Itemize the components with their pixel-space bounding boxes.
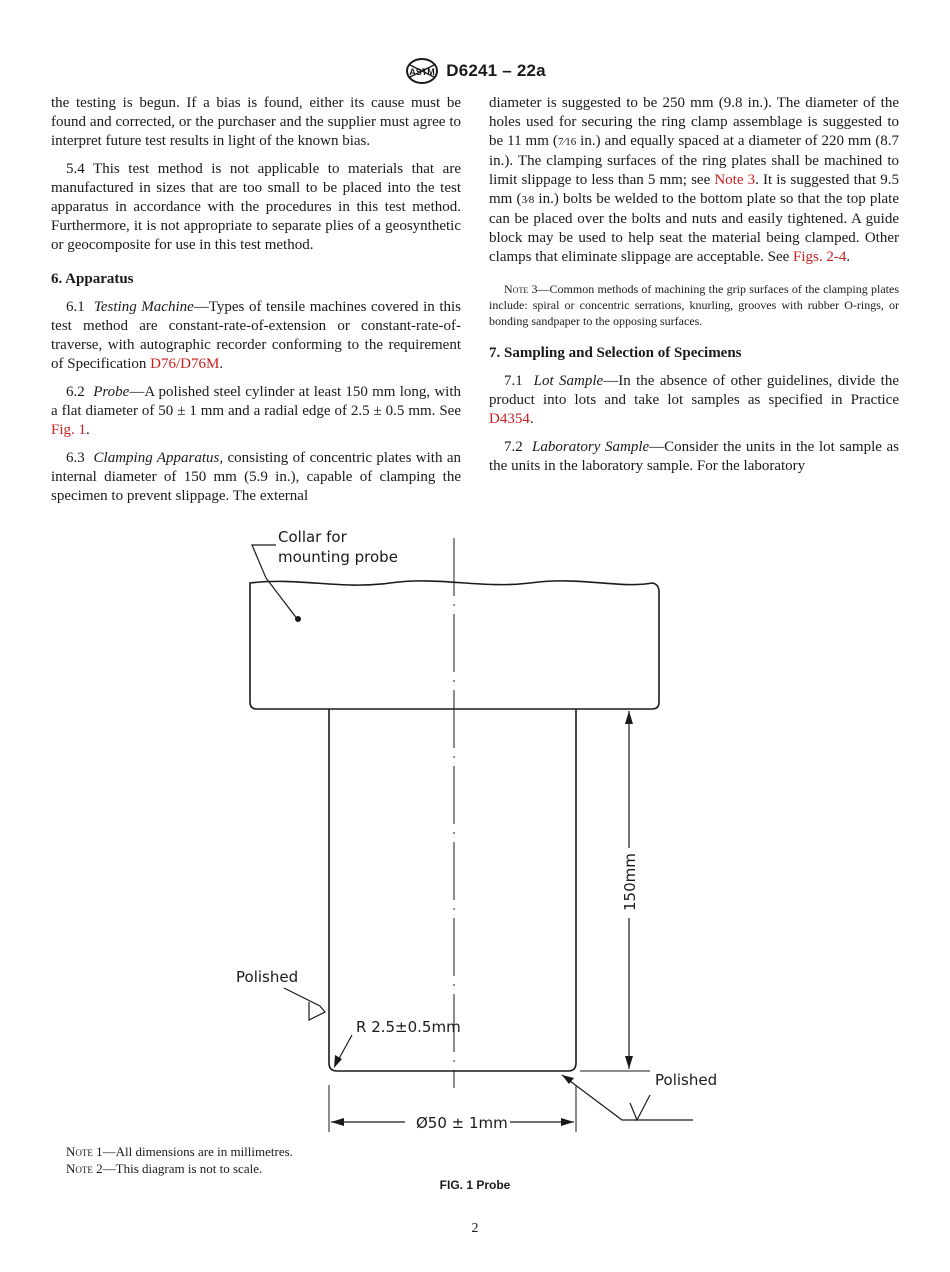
paragraph-6-2: 6.2 Probe—A polished steel cylinder at least 150 mm long, with a flat diameter of 50 ± 1 mm and a radial edge of 2.5 ± 0.5 mm. See Fig. 1. [51,384,462,438]
figure-caption: FIG. 1 Probe [439,1178,511,1192]
term-probe: Probe [93,384,130,400]
term-clamping-apparatus: Clamping Apparatus, [93,450,224,466]
length-arrow-bottom [625,1056,633,1069]
paragraph-6-3: 6.3 Clamping Apparatus, consisting of concentric plates with an internal diameter of 150 mm (5.9 in.), capable of clamping the specimen to prevent slippage. The external [51,450,462,504]
figure-1-probe [0,500,950,1140]
astm-logo-icon [404,56,440,86]
label-collar-line1: Collar for [278,528,347,546]
note-3-label: Note 3 [504,282,538,296]
note-3: Note 3—Common methods of machining the grip surfaces of the clamping plates include: spiral or concentric serrations, knurling, grooves with rubber O-rings, or bonding sandpaper to the opposing surfaces. [489,282,900,328]
paragraph-continuation: the testing is begun. If a bias is found, either its cause must be found and corrected, or the purchaser and the supplier must agree to interpret future test results in light of the known bias. [51,95,461,149]
section-7-heading: 7. Sampling and Selection of Specimens [489,345,742,361]
label-polished-right: Polished [655,1071,718,1089]
paragraph-7-1: 7.1 Lot Sample—In the absence of other guidelines, divide the product into lots and take lot samples as specified in Practice D4354. [489,373,900,427]
label-radius: R 2.5±0.5mm [356,1018,461,1036]
probe-body-outline [329,709,576,1071]
radius-arrow [334,1055,342,1068]
term-testing-machine: Testing Machine [93,299,194,315]
link-fig-1[interactable]: Fig. 1 [51,422,87,438]
paragraph-6-1: 6.1 Testing Machine—Types of tensile machines covered in this test method are constant-rate-of-extension or constant-rate-of-traverse, with autographic recorder conforming to the requirement of Specification D76/D76M. [51,299,461,372]
right-column [489,94,899,485]
paragraph-6-3-continued: diameter is suggested to be 250 mm (9.8 in.). The diameter of the holes used for securing the ring clamp assemblage is suggested to be 11 mm (7⁄16 in.) and equally spaced at a diameter of 220 mm (8.7 in.). The clamping surfaces of the ring plates shall be machined to limit slippage to less than 5 mm; see Note 3. It is suggested that 9.5 mm (3⁄8 in.) bolts be welded to the bottom plate so that the top plate can be placed over the bolts and nuts and easily tightened. A guide block may be used to help seat the material being clamped. Other clamps that eliminate slippage are acceptable. See Figs. 2-4. [489,95,899,265]
figure-notes [66,1143,293,1177]
section-6-heading: 6. Apparatus [51,271,134,287]
term-laboratory-sample: Laboratory Sample [532,439,650,455]
probe-drawing [0,500,950,1140]
fraction-3-8: 3⁄8 [521,194,535,206]
fraction-7-16: 7⁄16 [557,136,577,148]
label-collar-line2: mounting probe [278,548,398,566]
paragraph-5-4: 5.4 This test method is not applicable to materials that are manufactured in sizes that are too small to be placed into the test apparatus in accordance with the procedures in this test method. Furthermore, it is not appropriate to separate plies of a geosynthetic or geocomposite for use in this test method. [51,161,461,253]
figure-note-2: Note 2—This diagram is not to scale. [66,1161,263,1176]
page-number: 2 [471,1221,479,1236]
polished-right-symbol [630,1095,650,1120]
page-header [0,56,950,86]
diameter-arrow-left [331,1118,344,1126]
link-d4354[interactable]: D4354 [489,411,530,427]
link-note-3[interactable]: Note 3 [714,172,756,188]
paragraph-7-2: 7.2 Laboratory Sample—Consider the units in the lot sample as the units in the laboratory sample. For the laboratory [489,439,900,474]
figure-note-1: Note 1—All dimensions are in millimetres. [66,1144,293,1159]
label-diameter: Ø50 ± 1mm [416,1114,508,1132]
label-polished-left: Polished [236,968,299,986]
link-figs-2-4[interactable]: Figs. 2-4 [793,249,847,265]
link-d76[interactable]: D76/D76M [150,356,220,372]
astm-logo-text: ASTM [409,67,435,77]
label-length: 150mm [621,853,639,911]
left-column [51,94,461,515]
polished-left-leader [284,988,325,1020]
diameter-arrow-right [561,1118,574,1126]
length-arrow-top [625,711,633,724]
figure-note-2-label: Note 2 [66,1161,103,1176]
document-designation: D6241 – 22a [446,61,546,80]
term-lot-sample: Lot Sample [533,373,604,389]
figure-note-1-label: Note 1 [66,1144,103,1159]
collar-leader-dot [295,616,301,622]
